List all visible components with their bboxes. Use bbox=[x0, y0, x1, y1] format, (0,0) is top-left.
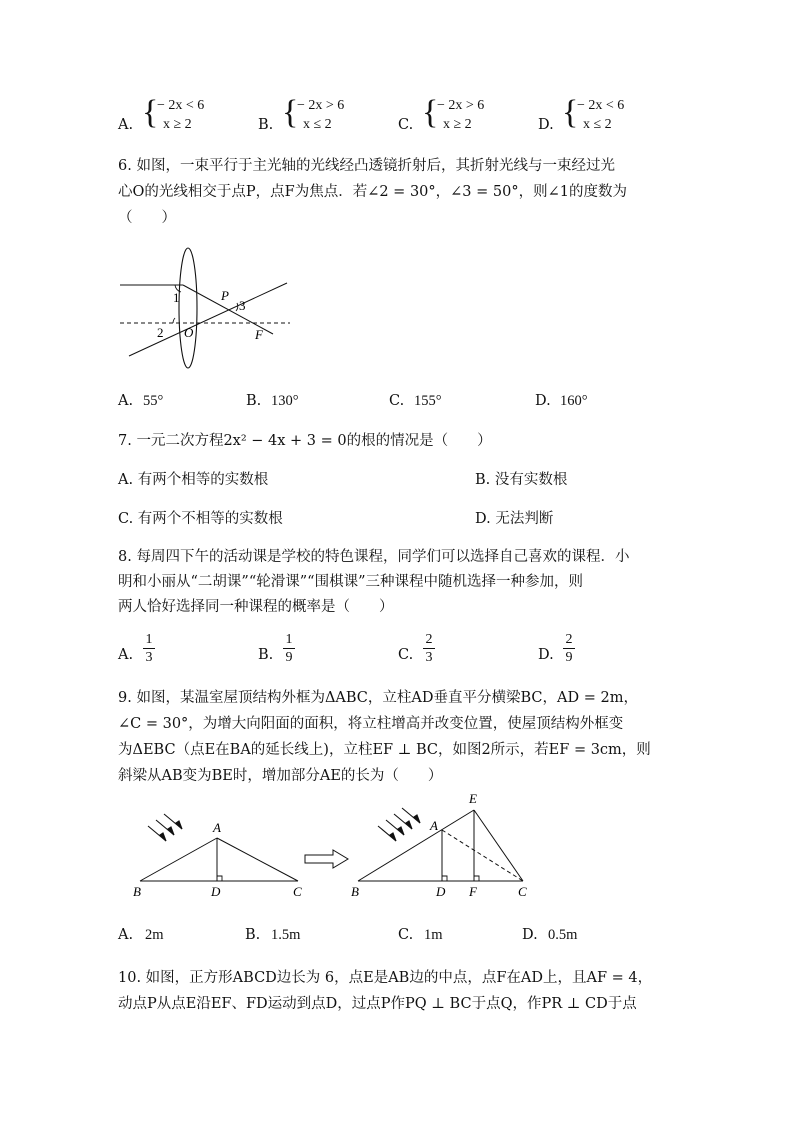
fraction-bar bbox=[563, 648, 575, 649]
q9-stem-line4: 斜梁从AB变为BE时，增加部分AE的长为（ ） bbox=[118, 768, 443, 784]
q10-stem-line2: 动点P从点E沿EF、FD运动到点D，过点P作PQ ⊥ BC于点Q，作PR ⊥ CD于点 bbox=[118, 996, 637, 1012]
q10-stem-line1: 10. 如图，正方形ABCD边长为 6，点E是AB边的中点，点F在AD上，且AF = 4， bbox=[118, 970, 653, 986]
brace-icon: { bbox=[142, 94, 159, 131]
q8-option-c-fraction bbox=[423, 632, 435, 665]
q9-option-a-value: 2m bbox=[145, 927, 164, 943]
q7-option-c-label: C. bbox=[118, 511, 134, 527]
q7-option-b-label: B. bbox=[475, 472, 491, 488]
q9-option-c-value: 1m bbox=[424, 927, 443, 943]
sunlight-arrows-icon bbox=[378, 808, 420, 841]
q7-option-a-value: 有两个相等的实数根 bbox=[137, 472, 269, 488]
q6-option-d-value: 160° bbox=[560, 393, 588, 409]
label-f: F bbox=[469, 884, 477, 899]
q7-option-b-value: 没有实数根 bbox=[494, 472, 568, 488]
label-a: A bbox=[213, 820, 221, 835]
fraction-denominator: 3 bbox=[425, 650, 433, 665]
transform-arrow-icon bbox=[303, 848, 351, 870]
q9-stem-line2: ∠C = 30°，为增大向阳面的面积，将立柱增高并改变位置，使屋顶结构外框变 bbox=[118, 716, 624, 732]
q7-option-b bbox=[475, 468, 567, 489]
q7-option-d-value: 无法判断 bbox=[495, 511, 554, 527]
rafter-ab bbox=[140, 838, 217, 881]
q5-option-c-label: C. bbox=[398, 117, 414, 133]
label-d: D bbox=[211, 884, 221, 899]
q8-option-d-fraction bbox=[563, 632, 575, 665]
label-1: 1 bbox=[173, 290, 180, 305]
q8-stem-line1: 8. 每周四下午的活动课是学校的特色课程，同学们可以选择自己喜欢的课程．小 bbox=[118, 549, 630, 565]
brace-icon: { bbox=[282, 94, 299, 131]
label-b: B bbox=[351, 884, 359, 899]
brace-icon: { bbox=[422, 94, 439, 131]
q9-figure-2 bbox=[348, 770, 538, 905]
q6-option-a-value: 55° bbox=[143, 393, 164, 409]
q9-option-c-label: C. bbox=[398, 927, 414, 943]
q9-stem-line1: 9. 如图，某温室屋顶结构外框为ΔABC，立柱AD垂直平分横梁BC，AD = 2m， bbox=[118, 690, 638, 706]
fraction-denominator: 9 bbox=[285, 650, 293, 665]
q6-option-c-value: 155° bbox=[414, 393, 442, 409]
rafter-be bbox=[358, 810, 474, 881]
fraction-numerator: 2 bbox=[425, 632, 433, 647]
q5-option-b-label: B. bbox=[258, 117, 274, 133]
q7-option-a bbox=[118, 468, 268, 489]
label-c: C bbox=[293, 884, 302, 899]
q6-option-a-label: A. bbox=[118, 393, 134, 409]
q6-stem-line2: 心O的光线相交于点P，点F为焦点．若∠2 = 30°，∠3 = 50°，则∠1的度数为 bbox=[118, 184, 627, 200]
right-angle-mark bbox=[474, 876, 479, 881]
q8-option-b-fraction bbox=[283, 632, 295, 665]
q9-stem-line3: 为ΔEBC（点E在BA的延长线上)，立柱EF ⊥ BC，如图2所示，若EF = 3cm，则 bbox=[118, 742, 651, 758]
fraction-numerator: 1 bbox=[285, 632, 293, 647]
rafter-ac bbox=[217, 838, 298, 881]
fraction-bar bbox=[423, 648, 435, 649]
label-f: F bbox=[255, 327, 263, 342]
q8-option-b-label: B. bbox=[258, 647, 274, 663]
angle-3-arc bbox=[236, 303, 238, 311]
q9-option-d-value: 0.5m bbox=[548, 927, 578, 943]
q9-option-b-label: B. bbox=[245, 927, 261, 943]
q6-option-d-label: D. bbox=[535, 393, 551, 409]
q8-stem-line3: 两人恰好选择同一种课程的概率是（ ） bbox=[118, 599, 394, 615]
label-2: 2 bbox=[157, 325, 164, 340]
brace-icon: { bbox=[562, 94, 579, 131]
q5-option-d-line2: x ≤ 2 bbox=[583, 117, 612, 132]
q6-option-b-label: B. bbox=[246, 393, 262, 409]
q5-option-d-line1: − 2x < 6 bbox=[577, 98, 625, 113]
lens-shape bbox=[179, 248, 197, 368]
label-e: E bbox=[469, 791, 477, 806]
q8-stem-line2: 明和小丽从“二胡课”“轮滑课”“围棋课”三种课程中随机选择一种参加，则 bbox=[118, 574, 583, 590]
q8-option-a-fraction bbox=[143, 632, 155, 665]
q5-option-c-line1: − 2x > 6 bbox=[437, 98, 485, 113]
q8-option-d-label: D. bbox=[538, 647, 554, 663]
q5-option-b-line1: − 2x > 6 bbox=[297, 98, 345, 113]
q7-option-c-value: 有两个不相等的实数根 bbox=[137, 511, 283, 527]
q7-option-d-label: D. bbox=[475, 511, 491, 527]
sunlight-arrows-icon bbox=[148, 814, 182, 841]
q5-option-b-line2: x ≤ 2 bbox=[303, 117, 332, 132]
q9-figure-1 bbox=[130, 808, 310, 903]
q9-option-d-label: D. bbox=[522, 927, 538, 943]
q7-stem: 7. 一元二次方程2x² − 4x + 3 = 0的根的情况是（ ） bbox=[118, 433, 492, 449]
fraction-denominator: 9 bbox=[565, 650, 573, 665]
q6-stem-line3: （ ） bbox=[118, 210, 176, 226]
q6-option-c-label: C. bbox=[389, 393, 405, 409]
label-d: D bbox=[436, 884, 446, 899]
q9-option-a-label: A. bbox=[118, 927, 134, 943]
q5-option-c-line2: x ≥ 2 bbox=[443, 117, 472, 132]
q5-option-d-label: D. bbox=[538, 117, 554, 133]
fraction-bar bbox=[143, 648, 155, 649]
label-p: P bbox=[221, 288, 229, 303]
q8-option-a-label: A. bbox=[118, 647, 134, 663]
q7-option-c bbox=[118, 507, 283, 528]
q8-option-c-label: C. bbox=[398, 647, 414, 663]
label-o: O bbox=[184, 325, 194, 340]
label-b: B bbox=[133, 884, 141, 899]
center-ray bbox=[129, 283, 287, 356]
q5-option-a-line1: − 2x < 6 bbox=[157, 98, 205, 113]
dashed-ac bbox=[442, 830, 523, 881]
q6-stem-line1: 6. 如图，一束平行于主光轴的光线经凸透镜折射后，其折射光线与一束经过光 bbox=[118, 158, 615, 174]
q6-lens-figure bbox=[115, 238, 295, 373]
q7-option-d bbox=[475, 507, 553, 528]
q9-option-b-value: 1.5m bbox=[271, 927, 301, 943]
q7-option-a-label: A. bbox=[118, 472, 134, 488]
q6-option-b-value: 130° bbox=[271, 393, 299, 409]
label-3: 3 bbox=[239, 298, 246, 313]
right-angle-mark bbox=[442, 876, 447, 881]
fraction-bar bbox=[283, 648, 295, 649]
label-a: A bbox=[430, 818, 438, 833]
right-angle-mark bbox=[217, 876, 222, 881]
label-c: C bbox=[518, 884, 527, 899]
rafter-ec bbox=[474, 810, 523, 881]
angle-2-arc bbox=[173, 318, 175, 323]
fraction-numerator: 1 bbox=[145, 632, 153, 647]
fraction-denominator: 3 bbox=[145, 650, 153, 665]
fraction-numerator: 2 bbox=[565, 632, 573, 647]
q5-option-a-label: A. bbox=[118, 117, 134, 133]
q5-option-a-line2: x ≥ 2 bbox=[163, 117, 192, 132]
